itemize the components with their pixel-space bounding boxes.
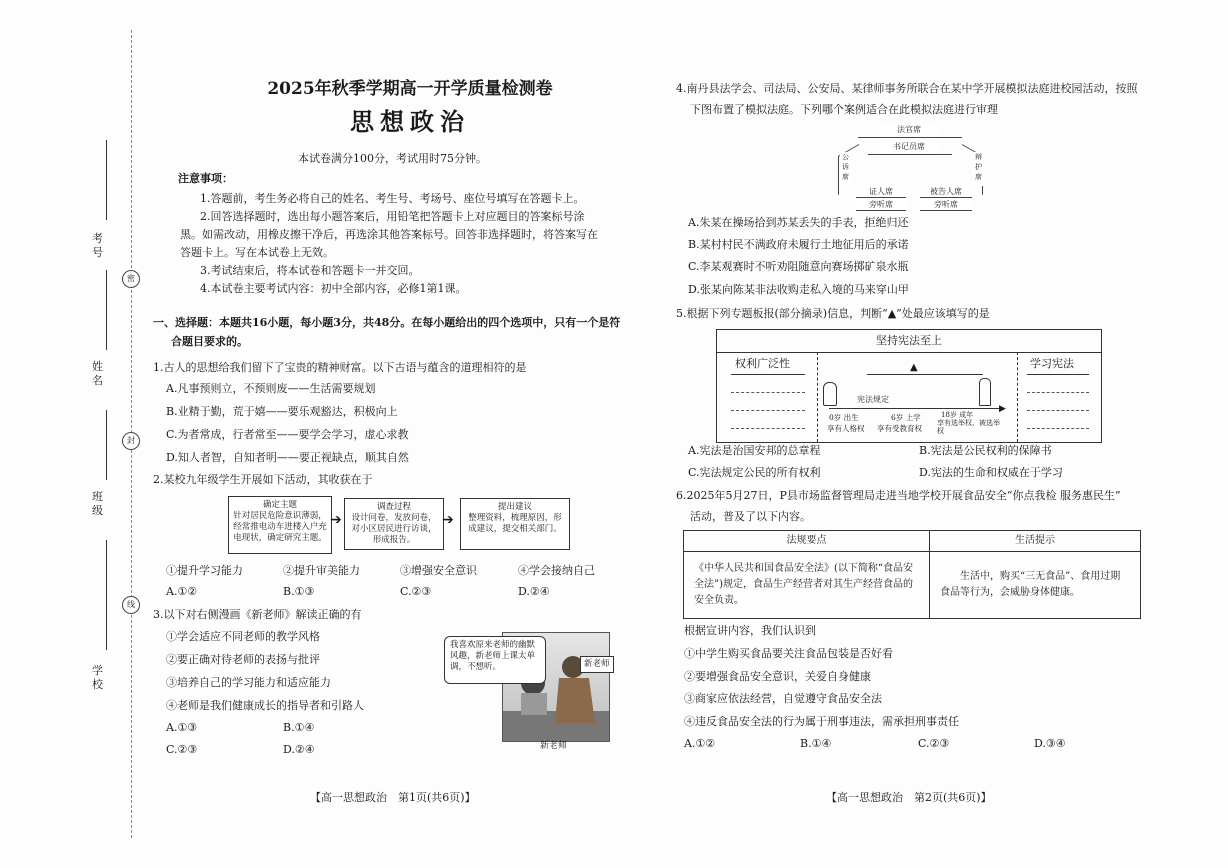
label-class: 班级	[92, 490, 103, 518]
q2-item-4: ④学会接纳自己	[518, 564, 595, 577]
notice-1: 1.答题前，考生务必将自己的姓名、考生号、考场号、座位号填写在答题卡上。	[200, 192, 585, 205]
q6-cell-tip: 生活中，购买“三无食品”、食用过期食品等行为，会威胁身体健康。	[930, 552, 1141, 619]
board-title: 坚持宪法至上	[717, 330, 1101, 353]
court-audience-seat-1: 旁听席	[856, 199, 906, 211]
q3-item-2: ②要正确对待老师的表扬与批评	[166, 653, 320, 666]
board-right-rule-1	[1027, 392, 1089, 393]
board-triangle: ▲	[910, 362, 918, 373]
cartoon-caption: 新老师	[540, 741, 568, 751]
q6-table	[683, 530, 1141, 619]
q4-stem-cont: 下图布置了模拟法庭。下列哪个案例适合在此模拟法庭进行审理	[690, 103, 998, 116]
q6-option-d[interactable]: D.③④	[1034, 737, 1066, 750]
court-audience-seat-2: 旁听席	[920, 199, 972, 211]
q2-arrow-1: ➔	[330, 512, 342, 528]
court-judge-seat: 法官席	[880, 124, 938, 136]
q2-option-b[interactable]: B.①③	[283, 585, 315, 598]
label-name: 姓名	[92, 360, 103, 388]
court-clerk-line	[868, 154, 952, 155]
court-clerk-seat: 书记员席	[880, 141, 938, 153]
age-18: 18岁 成年	[941, 411, 974, 419]
q4-option-a[interactable]: A.朱某在操场拾到苏某丢失的手表，拒绝归还	[688, 216, 909, 229]
q2-item-3: ③增强安全意识	[400, 564, 477, 577]
q3-option-a[interactable]: A.①③	[166, 721, 198, 734]
q6-cell-law: 《中华人民共和国食品安全法》(以下简称“食品安全法”)规定，食品生产经营者对其生产经营食品的安全负责。	[684, 552, 930, 619]
q3-item-1: ①学会适应不同老师的教学风格	[166, 630, 320, 643]
age-6: 6岁 上学	[891, 413, 921, 422]
school-line	[106, 540, 107, 650]
board-right-rule-2	[1027, 410, 1089, 411]
q3-option-c[interactable]: C.②③	[166, 743, 198, 756]
q6-table-header-row	[684, 531, 1141, 552]
q5-stem: 5.根据下列专题板报(部分摘录)信息，判断“▲”处最应该填写的是	[676, 307, 990, 320]
q4-option-c[interactable]: C.李某观赛时不听劝阻随意向赛场掷矿泉水瓶	[688, 260, 909, 273]
court-witness-seat: 证人席	[856, 186, 906, 198]
court-defendant-seat: 被告人席	[920, 186, 972, 198]
board-right-header: 学习宪法	[1030, 357, 1074, 370]
board-right-rule-0	[1027, 374, 1089, 375]
q5-option-a[interactable]: A.宪法是治国安邦的总章程	[688, 444, 821, 457]
q6-item-4: ④违反食品安全法的行为属于刑事违法，需承担刑事责任	[684, 715, 959, 728]
q4-option-d[interactable]: D.张某向陈某非法收购走私入境的马来穿山甲	[688, 283, 909, 296]
baby-figure	[823, 382, 837, 406]
q2-option-a[interactable]: A.①②	[166, 585, 198, 598]
q6-option-b[interactable]: B.①④	[800, 737, 832, 750]
notice-title: 注意事项：	[178, 172, 233, 185]
section-title-cont: 合题目要求的。	[171, 335, 248, 348]
footer-page-1: 【高一思想政治 第1页(共6页)】	[310, 791, 476, 804]
board-divider-right	[1017, 352, 1018, 442]
name-line	[106, 270, 107, 350]
adult-figure	[979, 378, 991, 406]
q6-item-3: ③商家应依法经营，自觉遵守食品安全法	[684, 692, 882, 705]
right-0: 享有人格权	[827, 424, 865, 433]
q2-stem: 2.某校九年级学生开展如下活动，其收获在于	[153, 473, 373, 486]
board-left-rule-3	[731, 428, 805, 429]
notice-3: 3.考试结束后，将本试卷和答题卡一并交回。	[200, 264, 420, 277]
q3-stem: 3.以下对右侧漫画《新老师》解读正确的有	[153, 608, 362, 621]
board-left-rule-0	[731, 374, 805, 375]
seal-mi: 密	[122, 270, 140, 288]
q6-option-a[interactable]: A.①②	[684, 737, 716, 750]
q1-option-d[interactable]: D.知人者智，自知者明——要正视缺点，顺其自然	[166, 451, 409, 464]
q6-table-row	[684, 552, 1141, 619]
q6-stem: 6.2025年5月27日，P县市场监督管理局走进当地学校开展食品安全“你点我检 服务惠民生”	[676, 489, 1121, 502]
board-center-label: 宪法规定	[857, 395, 889, 404]
q6-option-c[interactable]: C.②③	[918, 737, 950, 750]
board-timeline-arrow: ▶	[999, 404, 1006, 414]
court-prosecutor-seat: 公诉席	[840, 152, 851, 186]
q6-lead: 根据宣讲内容，我们认识到	[684, 624, 816, 637]
q6-item-2: ②要增强食品安全意识，关爱自身健康	[684, 670, 871, 683]
q5-board	[716, 329, 1102, 443]
board-center-rule	[867, 374, 983, 375]
exam-no-line	[106, 140, 107, 220]
right-6: 享有受教育权	[877, 424, 922, 433]
board-timeline	[829, 408, 999, 409]
notice-2-cont: 黑。如需改动，用橡皮擦干净后，再选涂其他答案标号。回答非选择题时，将答案写在	[180, 228, 598, 241]
court-judge-line	[858, 137, 962, 138]
q4-option-b[interactable]: B.某村村民不满政府未履行土地征用后的承诺	[688, 238, 909, 251]
speech-bubble: 我喜欢原来老师的幽默风趣，新老师上课太单调，不想听。	[444, 636, 546, 684]
class-line	[106, 410, 107, 480]
court-defense-seat: 辩护席	[973, 152, 984, 186]
q3-option-d[interactable]: D.②④	[283, 743, 315, 756]
board-left-rule-1	[731, 392, 805, 393]
q1-option-a[interactable]: A.凡事预则立，不预则废——生活需要规划	[166, 382, 376, 395]
q2-item-1: ①提升学习能力	[166, 564, 243, 577]
q6-header-law: 法规要点	[684, 531, 930, 552]
q2-option-d[interactable]: D.②④	[518, 585, 550, 598]
seal-feng: 封	[122, 432, 140, 450]
label-exam-no: 考号	[92, 232, 103, 260]
seal-xian: 线	[122, 596, 140, 614]
q1-option-b[interactable]: B.业精于勤，荒于嬉——要乐观豁达，积极向上	[166, 405, 398, 418]
board-left-rule-2	[731, 410, 805, 411]
cartoon-tag: 新老师	[580, 656, 614, 673]
q5-option-d[interactable]: D.宪法的生命和权威在于学习	[919, 466, 1063, 479]
board-divider-left	[817, 352, 818, 442]
exam-title: 2025年秋季学期高一开学质量检测卷	[267, 79, 553, 99]
q1-stem: 1.古人的思想给我们留下了宝贵的精神财富。以下古语与蕴含的道理相符的是	[153, 361, 527, 374]
q2-flow-box-2: 调查过程 设计问卷，发放问卷，对小区居民进行访谈，形成报告。	[344, 498, 444, 550]
board-right-rule-3	[1027, 428, 1089, 429]
label-school: 学校	[92, 664, 103, 692]
notice-2: 2.回答选择题时，选出每小题答案后，用铅笔把答题卡上对应题目的答案标号涂	[200, 210, 585, 223]
notice-4: 4.本试卷主要考试内容：初中全部内容，必修1第1课。	[200, 282, 467, 295]
q2-arrow-2: ➔	[442, 512, 454, 528]
right-18: 享有选举权、被选举权	[937, 419, 1000, 436]
score-info: 本试卷满分100分，考试用时75分钟。	[298, 152, 487, 165]
age-0: 0岁 出生	[829, 413, 859, 422]
q3-item-4: ④老师是我们健康成长的指导者和引路人	[166, 699, 364, 712]
q2-item-2: ②提升审美能力	[283, 564, 360, 577]
q5-option-b[interactable]: B.宪法是公民权利的保障书	[919, 444, 1052, 457]
q1-option-c[interactable]: C.为者常成，行者常至——要学会学习，虚心求教	[166, 428, 409, 441]
section-title: 一、选择题：本题共16小题，每小题3分，共48分。在每小题给出的四个选项中，只有一个是符	[153, 316, 621, 329]
q3-item-3: ③培养自己的学习能力和适应能力	[166, 676, 331, 689]
q2-flow-box-1: 确定主题 针对居民危险意识薄弱，经常推电动车进楼入户充电现状，确定研究主题。	[228, 496, 332, 554]
notice-2-end: 答题卡上。写在本试卷上无效。	[180, 246, 334, 259]
q5-option-c[interactable]: C.宪法规定公民的所有权利	[688, 466, 821, 479]
q6-header-tip: 生活提示	[930, 531, 1141, 552]
q2-option-c[interactable]: C.②③	[400, 585, 432, 598]
q3-option-b[interactable]: B.①④	[283, 721, 315, 734]
footer-page-2: 【高一思想政治 第2页(共6页)】	[826, 791, 992, 804]
q6-stem-cont: 活动，普及了以下内容。	[690, 510, 811, 523]
q6-item-1: ①中学生购买食品要关注食品包装是否好看	[684, 647, 893, 660]
q2-flow-box-3: 提出建议 整理资料，梳理原因，形成建议，提交相关部门。	[460, 498, 570, 550]
q4-stem: 4.南丹县法学会、司法局、公安局、某律师事务所联合在某中学开展模拟法庭进校园活动，按照	[676, 82, 1138, 95]
subject-title: 思想政治	[350, 107, 470, 136]
board-left-header: 权利广泛性	[735, 357, 790, 370]
